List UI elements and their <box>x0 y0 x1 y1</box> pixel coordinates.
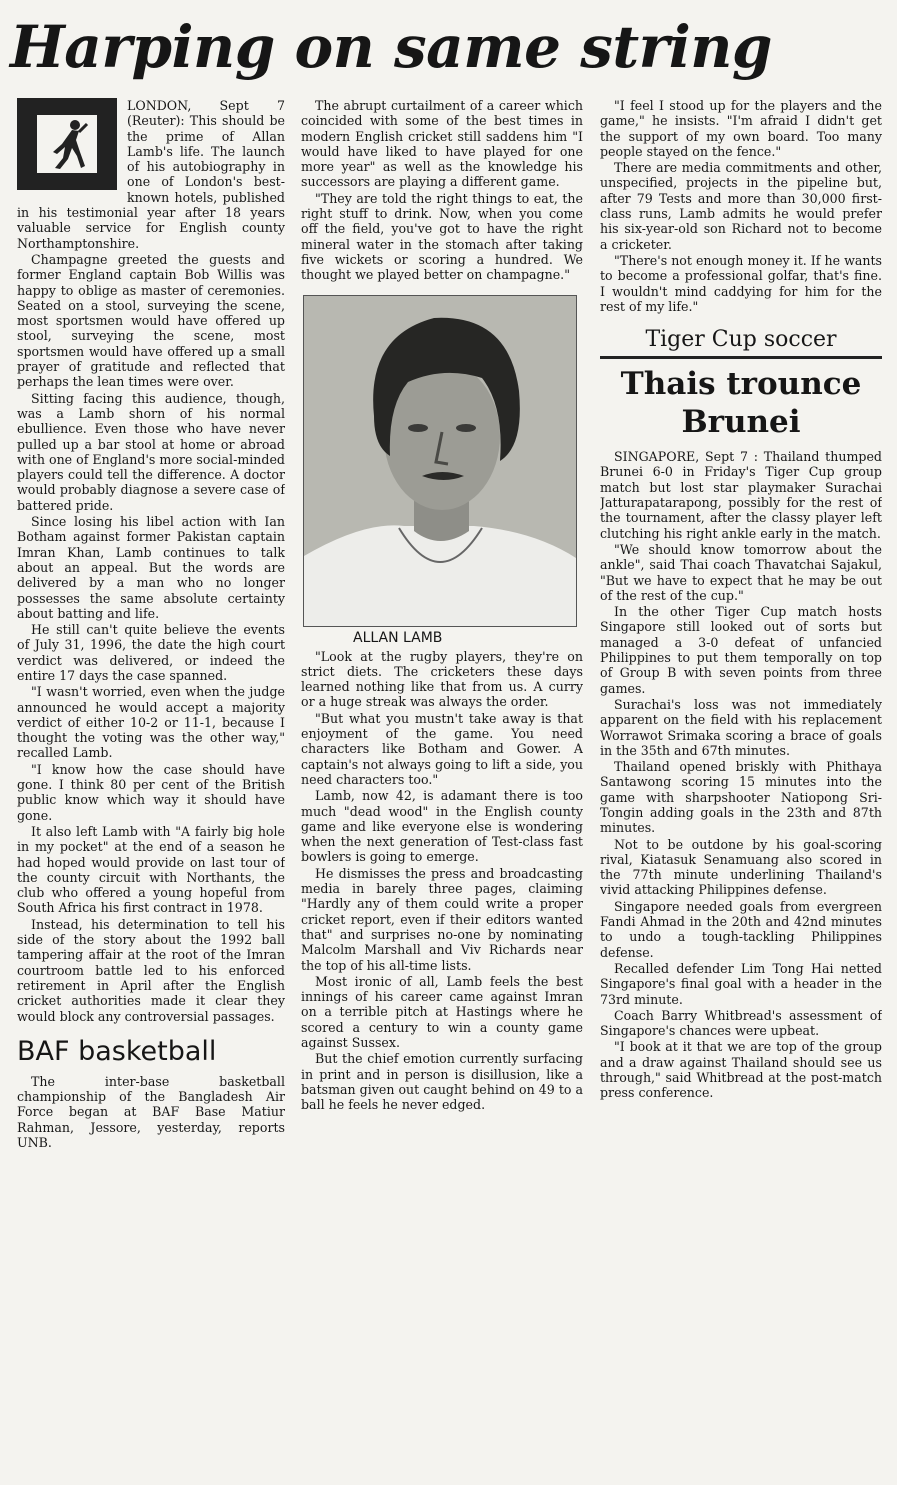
allan-lamb-photo <box>303 295 577 627</box>
tiger-paragraph: Recalled defender Lim Tong Hai netted Singapore's final goal with a header in the 73rd minute. <box>600 960 882 1007</box>
column-2 <box>301 98 583 1481</box>
article-paragraph: "I feel I stood up for the players and the game," he insists. "I'm afraid I didn't get the support of my own board. Too many people stayed on the fence." <box>600 98 882 159</box>
article-paragraph: Sitting facing this audience, though, was a Lamb shorn of his normal ebullience. Even those who have never pulled up a bar stool at home or abroad with one of England's more social-minded players could tell the difference. A doctor would probably diagnose a severe case of battered pride. <box>17 390 285 513</box>
tiger-paragraph: "I book at it that we are top of the group and a draw against Thailand should see us through," said Whitbread at the post-match press conference. <box>600 1039 882 1101</box>
article-paragraph: He dismisses the press and broadcasting media in barely three pages, claiming "Hardly any of them could write a proper cricket report, even if their editors wanted that" and surprises no-one by nominating Malcolm Marshall and Viv Richards near the top of his all-time lists. <box>301 865 583 973</box>
tiger-paragraph: Surachai's loss was not immediately apparent on the field with his replacement Worrawot Srimaka scoring a brace of goals in the 35th and 67th minutes. <box>600 696 882 758</box>
tiger-paragraph: Coach Barry Whitbread's assessment of Singapore's chances were upbeat. <box>600 1007 882 1039</box>
article-paragraph: Since losing his libel action with Ian Botham against former Pakistan captain Imran Khan, Lamb continues to talk about an appeal. But the words are delivered by a man who no longer possesses the same absolute certainty about batting and life. <box>17 514 285 621</box>
article-paragraph: There are media commitments and other, unspecified, projects in the pipeline but, after 79 Tests and more than 30,000 first-class runs, Lamb admits he would prefer his six-year-old son Richard not to become a cricketer. <box>600 160 882 252</box>
cricket-player-icon <box>17 98 117 190</box>
tiger-paragraph: SINGAPORE, Sept 7 : Thailand thumped Brunei 6-0 in Friday's Tiger Cup group match but lost star playmaker Surachai Jatturapatarapong, possibly for the rest of the tournament, after the classy player left clutching his right ankle early in the match. <box>600 449 882 541</box>
photo-caption: ALLAN LAMB <box>353 629 443 646</box>
article-paragraph: Lamb, now 42, is adamant there is too much "dead wood" in the English county game and like everyone else is wondering when the next generation of Test-class fast bowlers is going to emerge. <box>301 788 583 865</box>
page-headline: Harping on same string <box>10 13 772 81</box>
baf-headline: BAF basketball <box>17 1035 217 1067</box>
article-paragraph: It also left Lamb with "A fairly big hole in my pocket" at the end of a season he had hoped would provide on last tour of the county circuit with Northants, the club who offered a young hopeful from South Africa his first contract in 1978. <box>17 823 285 916</box>
article-paragraph: But the chief emotion currently surfacing in print and in person is disillusion, like a batsman given out caught behind on 49 to a ball he feels he never edged. <box>301 1051 583 1113</box>
column-1 <box>17 98 285 1481</box>
tiger-paragraph: "We should know tomorrow about the ankle", said Thai coach Thavatchai Sajakul, "But we have to expect that he may be out of the rest of the cup." <box>600 541 882 603</box>
article-paragraph: "Look at the rugby players, they're on strict diets. The cricketers these days learned nothing like that from us. A curry or a huge streak was always the order. <box>301 648 583 710</box>
article-paragraph: He still can't quite believe the events of July 31, 1996, the date the high court verdict was delivered, or indeed the entire 17 days the case spanned. <box>17 622 285 683</box>
article-paragraph: Most ironic of all, Lamb feels the best innings of his career came against Imran on a terrible pitch at Hastings where he scored a century to win a county game against Sussex. <box>301 973 583 1050</box>
column-3 <box>600 98 882 1481</box>
article-paragraph: "They are told the right things to eat, the right stuff to drink. Now, when you come off the field, you've got to have the right mineral water in the stomach after taking five wickets or scoring a hundred. We thought we played better on champagne." <box>301 190 583 283</box>
tiger-paragraph: In the other Tiger Cup match hosts Singapore still looked out of sorts but managed a 3-0 defeat of unfancied Philippines to put them temporally on top of Group B with seven points from three games. <box>600 604 882 696</box>
tiger-paragraph: Thailand opened briskly with Phithaya Santawong scoring 15 minutes into the game with sharpshooter Natiopong Sri-Tongin adding goals in the 23th and 87th minutes. <box>600 759 882 836</box>
article-paragraph: The abrupt curtailment of a career which coincided with some of the best times in modern English cricket still saddens him "I would have liked to have played for one more year" as well as the knowledge his successors are playing a different game. <box>301 98 583 190</box>
article-paragraph: "But what you mustn't take away is that enjoyment of the game. You need characters like Botham and Gower. A captain's not always going to lift a side, you need characters too." <box>301 710 583 787</box>
tiger-cup-kicker: Tiger Cup soccer <box>600 326 882 359</box>
article-paragraph: "I know how the case should have gone. I think 80 per cent of the British public know which way it should have gone. <box>17 761 285 823</box>
article-paragraph: Instead, his determination to tell his side of the story about the 1992 ball tampering affair at the root of the Imran courtroom battle led to his enforced retirement in April after the English cricket authorities made it clear they would block any controversial passages. <box>17 916 285 1024</box>
baf-paragraph: The inter-base basketball championship of the Bangladesh Air Force began at BAF Base Matiur Rahman, Jessore, yesterday, reports UNB. <box>17 1073 285 1150</box>
article-paragraph: "There's not enough money it. If he wants to become a professional golfar, that's fine. I wouldn't mind caddying for him for the rest of my life." <box>600 252 882 314</box>
article-paragraph: Champagne greeted the guests and former England captain Bob Willis was happy to oblige as master of ceremonies. Seated on a stool, surveying the scene, most sportsmen would have offered up stool, surveying the scene, most sportsmen would have offered up a small prayer of gratitude and reflected that perhaps the lean times were over. <box>17 251 285 390</box>
article-paragraph: LONDON, Sept 7 (Reuter): This should be the prime of Allan Lamb's life. The launch of his autobiography in one of London's best-known hotels, published in his testimonial year after 18 years valuable service for English county Northamptonshire. <box>17 98 285 251</box>
tiger-cup-headline: Thais trounce Brunei <box>620 366 862 441</box>
tiger-paragraph: Singapore needed goals from evergreen Fandi Ahmad in the 20th and 42nd minutes to undo a tough-tackling Philippines defense. <box>600 898 882 960</box>
tiger-paragraph: Not to be outdone by his goal-scoring rival, Kiatasuk Senamuang also scored in the 77th minute underlining Thailand's vivid attacking Philippines defense. <box>600 836 882 898</box>
article-paragraph: "I wasn't worried, even when the judge announced he would accept a majority verdict of either 10-2 or 11-1, because I thought the voting was the other way," recalled Lamb. <box>17 684 285 761</box>
